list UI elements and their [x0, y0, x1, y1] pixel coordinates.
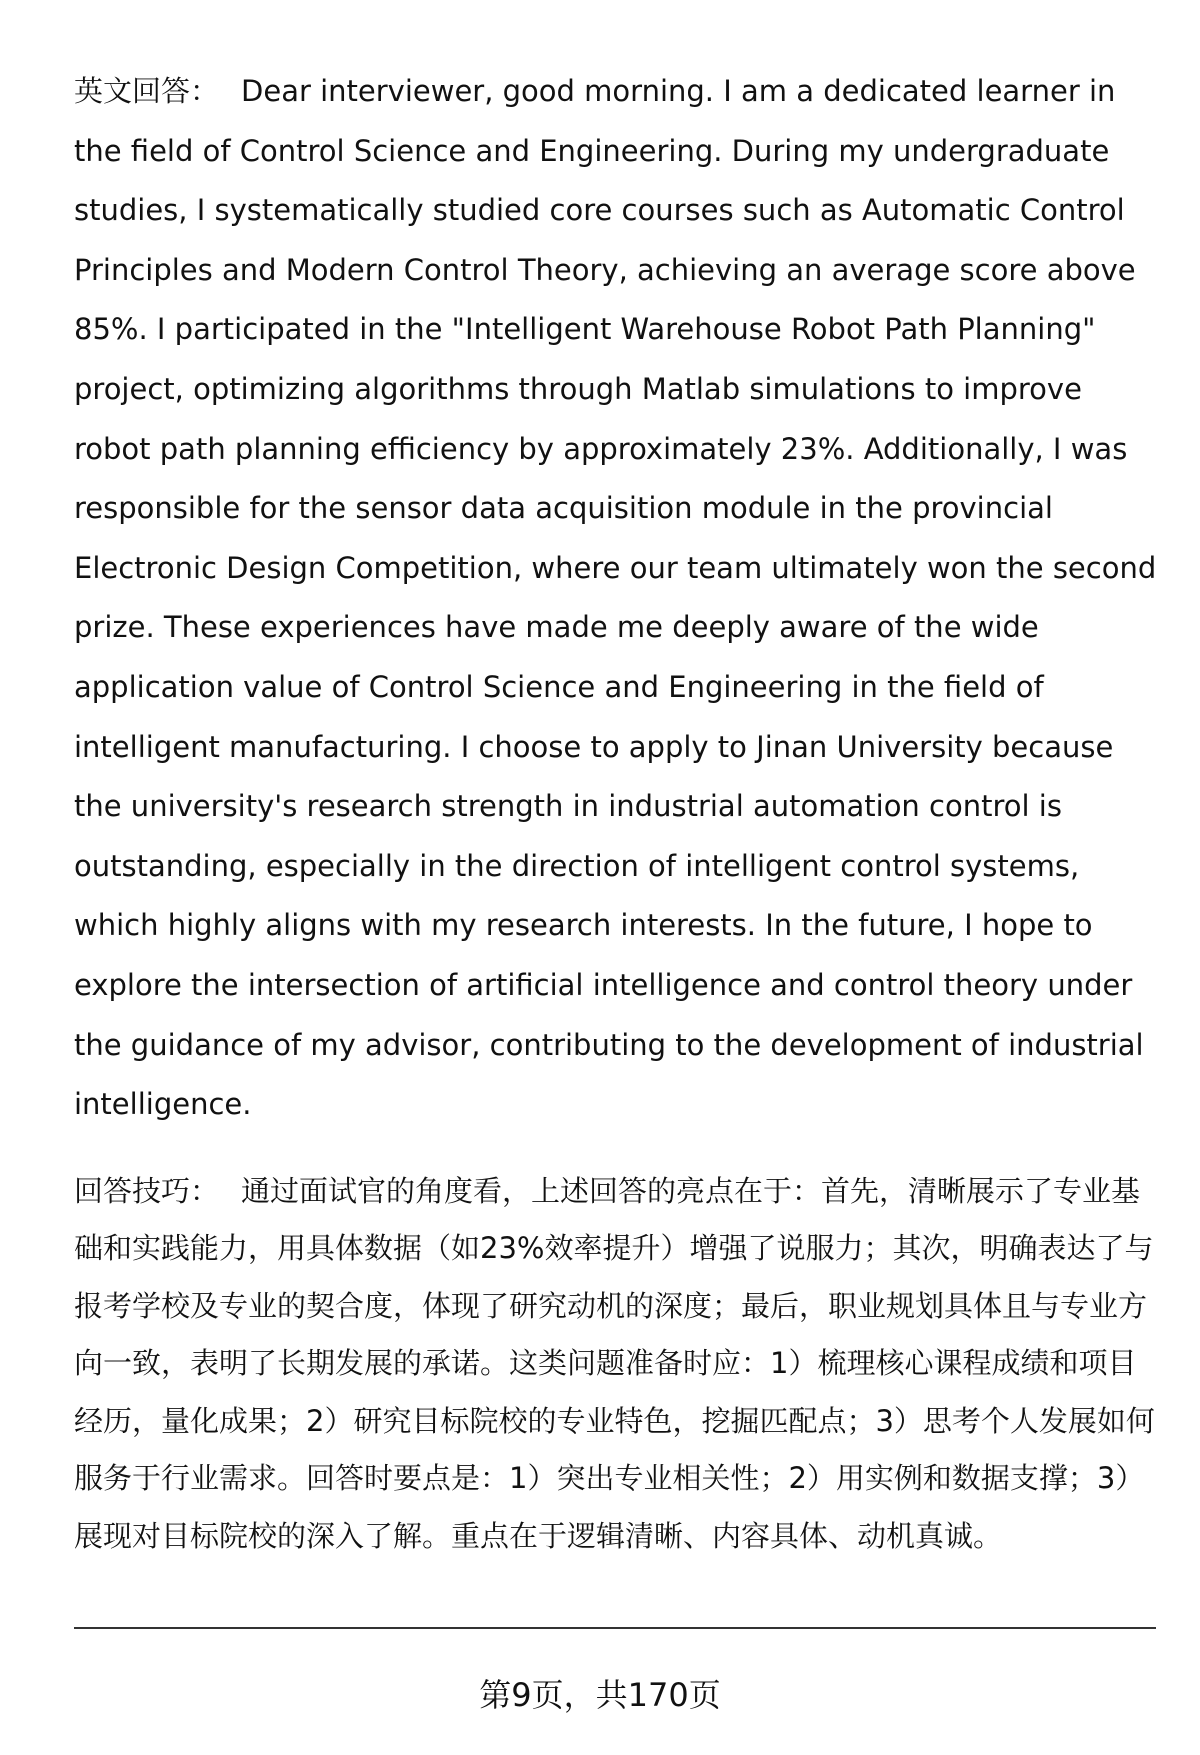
answer-tips-text: 通过面试官的角度看，上述回答的亮点在于：首先，清晰展示了专业基础和实践能力，用具体数据（如23%效率提升）增强了说服力；其次，明确表达了与报考学校及专业的契合度，体现了研究动机的深度；最后，职业规划具体且与专业方向一致，表明了长期发展的承诺。这类问题准备时应：1）梳理核心课程成绩和项目经历，量化成果；2）研究目标院校的专业特色，挖掘匹配点；3）思考个人发展如何服务于行业需求。回答时要点是：1）突出专业相关性；2）用实例和数据支撑；3）展现对目标院校的深入了解。重点在于逻辑清晰、内容具体、动机真诚。: [74, 1173, 1155, 1553]
page-number: 第9页，共170页: [479, 1676, 721, 1714]
footer-divider: [74, 1627, 1156, 1629]
answer-tips-paragraph: [74, 1163, 1159, 1566]
answer-tips-label: 回答技巧：: [74, 1173, 220, 1208]
page-content: [74, 62, 1159, 1565]
english-answer-paragraph: [74, 62, 1159, 1135]
english-answer-text: Dear interviewer, good morning. I am a dedicated learner in the field of Control Science and Engineering. During my undergraduate studies, I systematically studied core courses such as Automatic Control Principles and Modern Control Theory, achieving an average score above 85%. I participated in the "Intelligent Warehouse Robot Path Planning" project, optimizing algorithms through Matlab simulations to improve robot path planning efficiency by approximately 23%. Additionally, I was responsible for the sensor data acquisition module in the provincial Electronic Design Competition, where our team ultimately won the second prize. These experiences have made me deeply aware of the wide application value of Control Science and Engineering in the field of intelligent manufacturing. I choose to apply to Jinan University because the university's research strength in industrial automation control is outstanding, especially in the direction of intelligent control systems, which highly aligns with my research interests. In the future, I hope to explore the intersection of artificial intelligence and control theory under the guidance of my advisor, contributing to the development of industrial intelligence.: [74, 74, 1157, 1122]
english-answer-label: 英文回答：: [74, 74, 220, 108]
